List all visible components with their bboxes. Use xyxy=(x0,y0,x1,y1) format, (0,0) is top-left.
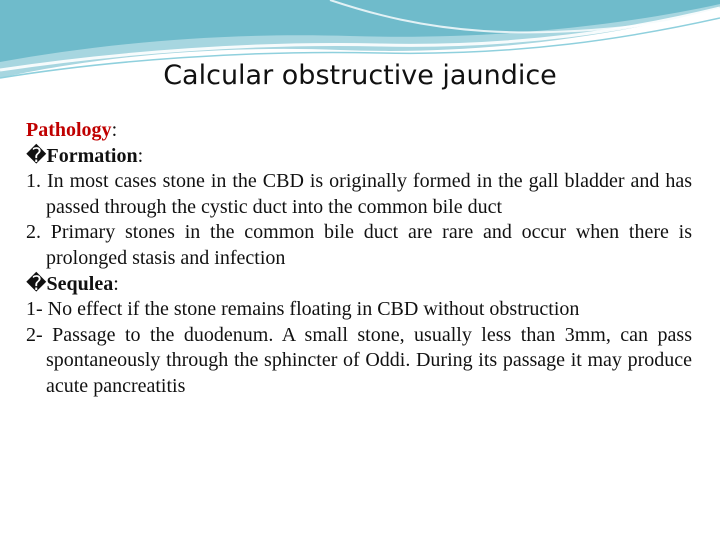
bullet-icon: � xyxy=(26,144,47,167)
formation-colon: : xyxy=(137,144,144,167)
slide-content xyxy=(26,118,692,400)
sequlea-label: Sequlea xyxy=(46,272,114,295)
slide-title: Calcular obstructive jaundice xyxy=(163,60,557,91)
sequlea-colon: : xyxy=(113,272,119,295)
pathology-colon: : xyxy=(111,119,118,141)
bullet-icon: � xyxy=(26,272,47,295)
pathology-label: Pathology xyxy=(26,119,112,141)
formation-label: Formation xyxy=(46,144,138,167)
pathology-heading xyxy=(26,118,692,144)
formation-item-1: 1. In most cases stone in the CBD is originally formed in the gall bladder and has passed through the cystic duct into the common bile duct xyxy=(26,170,692,218)
formation-item-2: 2. Primary stones in the common bile duct are rare and occur when there is prolonged stasis and infection xyxy=(26,221,692,269)
sequlea-item-2: 2- Passage to the duodenum. A small stone, usually less than 3mm, can pass spontaneously through the sphincter of Oddi. During its passage it may produce acute pancreatitis xyxy=(26,323,692,397)
formation-heading xyxy=(26,144,692,170)
sequlea-heading xyxy=(26,272,692,298)
sequlea-item-1: 1- No effect if the stone remains floating in CBD without obstruction xyxy=(26,298,580,321)
